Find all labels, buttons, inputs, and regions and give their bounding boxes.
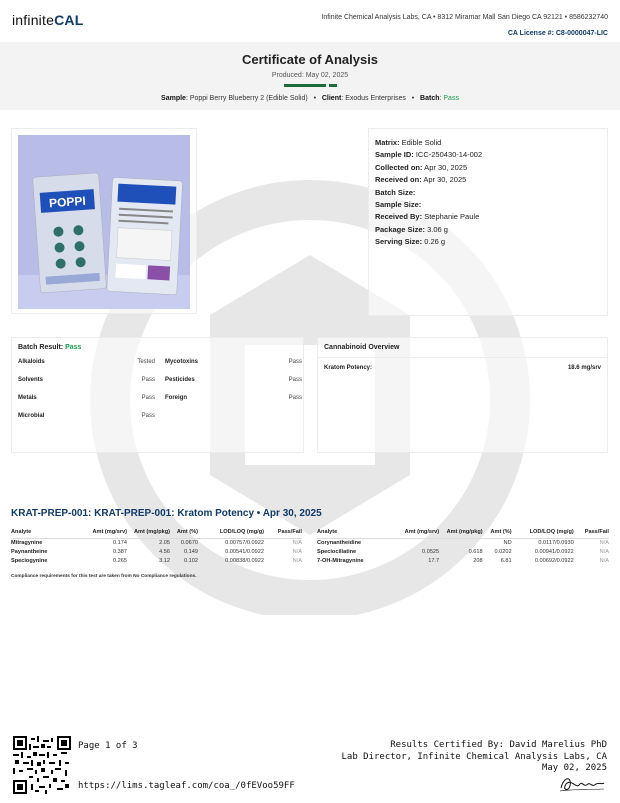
table-row: Paynantheine 0.387 4.56 0.149 0.00541/0.0922 N/A [11, 549, 302, 555]
batch-item-mycotoxins: Mycotoxins Pass [165, 359, 302, 365]
batch-item-metals: Metals Pass [18, 395, 155, 401]
batch-result-panel [11, 337, 304, 453]
table-row: 7-OH-Mitragynine 17.7 208 6.81 0.00692/0.0922 N/A [317, 558, 609, 564]
product-photo-panel [11, 128, 197, 314]
certified-by: Results Certified By: David Marelius PhD [390, 740, 607, 750]
info-sample-id: Sample ID: ICC-250430-14-002 [375, 150, 483, 160]
batch-result-title: Batch Result: Pass [18, 344, 82, 351]
produced-date: Produced: May 02, 2025 [271, 72, 349, 79]
test-title: KRAT-PREP-001: KRAT-PREP-001: Kratom Potency • Apr 30, 2025 [11, 508, 322, 519]
batch-item-solvents: Solvents Pass [18, 377, 155, 383]
results-table-right [317, 527, 609, 566]
info-collected-on: Collected on: Apr 30, 2025 [375, 162, 468, 172]
table-row: Speciociliatine 0.0525 0.618 0.0202 0.00941/0.0922 N/A [317, 549, 609, 555]
info-serving-size: Serving Size: 0.26 g [375, 237, 446, 247]
batch-item-microbial: Microbial Pass [18, 413, 155, 419]
top-bar [0, 0, 620, 42]
certification-block [341, 740, 607, 775]
title-underline [0, 84, 620, 87]
page-number: Page 1 of 3 [78, 741, 138, 751]
license-number: CA License #: C8-0000047-LIC [507, 30, 608, 37]
table-row: Mitragynine 0.174 2.05 0.0670 0.00757/0.0922 N/A [11, 540, 302, 547]
certification-date: May 02, 2025 [541, 763, 607, 773]
qr-code-icon[interactable] [13, 736, 71, 794]
info-package-size: Package Size: 3.06 g [375, 224, 448, 234]
certificate-header [0, 42, 620, 110]
cannabinoid-overview-title: Cannabinoid Overview [318, 344, 607, 358]
signature-image [558, 772, 606, 794]
batch-status: Pass [443, 95, 459, 102]
table-row: Speciogynine 0.265 3.12 0.102 0.00838/0.0922 N/A [11, 558, 302, 564]
compliance-note: Compliance requirements for this test are taken from No Compliance regulations. [11, 574, 197, 579]
cannabinoid-overview-panel [317, 337, 608, 453]
lab-logo: infiniteCAL [12, 12, 84, 28]
table-row: Corynantheidine ND 0.0117/0.0930 N/A [317, 540, 609, 547]
sample-info-panel [368, 128, 608, 316]
sample-summary: Sample: Poppi Berry Blueberry 2 (Edible Solid) • Client: Exodus Enterprises • Batch: Pass [161, 95, 459, 102]
batch-item-empty [165, 413, 302, 431]
svg-text:POPPI: POPPI [48, 193, 87, 211]
batch-item-foreign: Foreign Pass [165, 395, 302, 401]
director-role: Lab Director, Infinite Chemical Analysis Labs, CA [341, 751, 607, 762]
kratom-potency-row: Kratom Potency: 18.6 mg/srv [324, 365, 601, 371]
certificate-title: Certificate of Analysis [241, 52, 379, 67]
table-header-row: Analyte Amt (mg/srv) Amt (mg/pkg) Amt (%) LOD/LOQ (mg/g) Pass/Fail [317, 527, 609, 539]
info-batch-size: Batch Size: [375, 187, 416, 197]
batch-item-pesticides: Pesticides Pass [165, 377, 302, 383]
info-sample-size: Sample Size: [375, 200, 422, 210]
table-header-row: Analyte Amt (mg/srv) Amt (mg/pkg) Amt (%) LOD/LOQ (mg/g) Pass/Fail [11, 527, 302, 539]
batch-item-alkaloids: Alkaloids Tested [18, 359, 155, 365]
product-photo [18, 135, 190, 309]
results-table-left [11, 527, 302, 566]
info-received-on: Received on: Apr 30, 2025 [375, 175, 467, 185]
lab-address: Infinite Chemical Analysis Labs, CA • 8312 Miramar Mall San Diego CA 92121 • 8586232740 [321, 14, 608, 21]
info-matrix: Matrix: Edible Solid [375, 138, 442, 147]
info-received-by: Received By: Stephanie Paule [375, 212, 480, 222]
coa-url-link[interactable]: https://lims.tagleaf.com/coa_/0fEVoo59FF [78, 781, 295, 791]
